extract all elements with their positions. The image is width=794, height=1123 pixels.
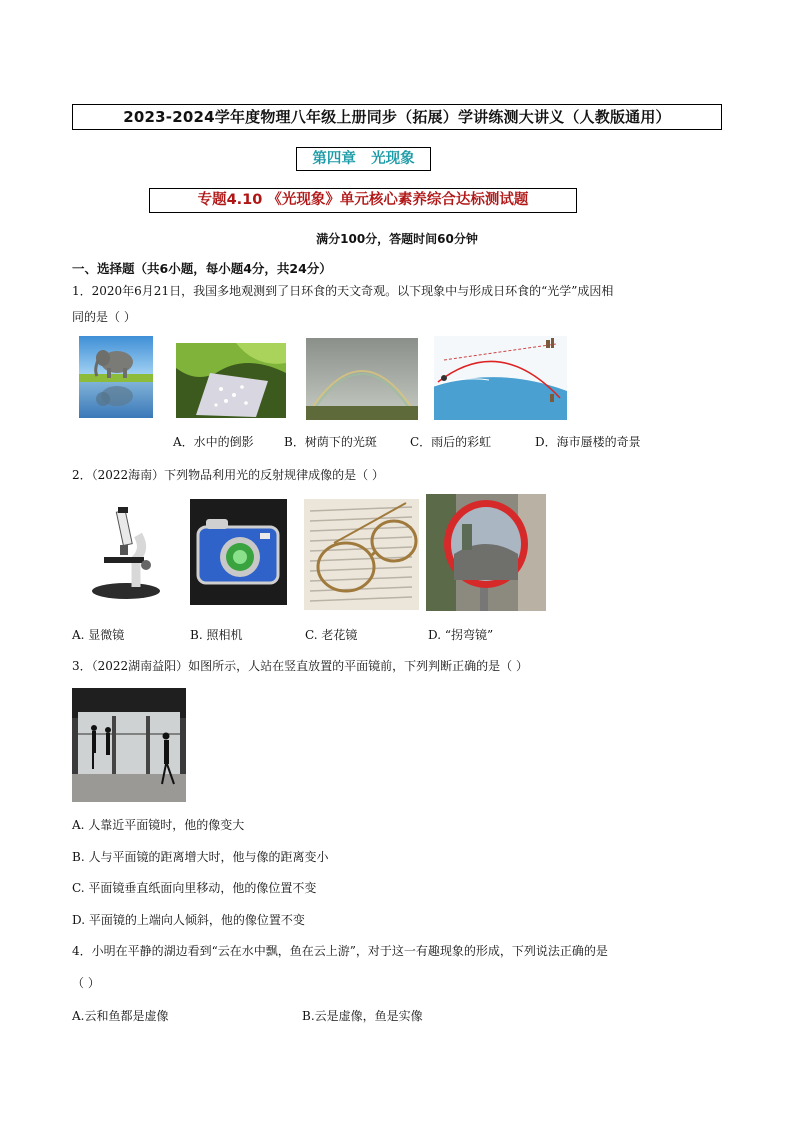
- question-1-option-c: C．雨后的彩虹: [410, 435, 492, 449]
- elephant-reflection-photo: [79, 336, 153, 418]
- mirage-diagram: [434, 336, 567, 420]
- exam-meta: 满分100分，答题时间60分钟: [316, 232, 478, 246]
- question-2-stem: 2．（2022海南）下列物品利用光的反射规律成像的是（ ）: [72, 468, 384, 482]
- question-3-option-d: D. 平面镜的上端向人倾斜，他的像位置不变: [72, 913, 305, 927]
- dance-mirror-photo: [72, 688, 186, 802]
- question-1-stem-line-1: 1．2020年6月21日，我国多地观测到了日环食的天文奇观。以下现象中与形成日环食的“光学”成因相: [72, 284, 614, 298]
- question-4-stem-line-1: 4．小明在平静的湖边看到“云在水中飘，鱼在云上游”，对于这一有趣现象的形成，下列说法正确的是: [72, 944, 608, 958]
- light-spots-photo: [176, 343, 286, 418]
- question-2-option-a: A. 显微镜: [72, 628, 125, 642]
- question-1-option-b: B．树荫下的光斑: [284, 435, 377, 449]
- rainbow-photo: [306, 338, 418, 420]
- question-1-option-a: A．水中的倒影: [173, 435, 254, 449]
- question-4-option-b: B.云是虚像，鱼是实像: [302, 1009, 423, 1023]
- document-title: 2023-2024学年度物理八年级上册同步（拓展）学讲练测大讲义（人教版通用）: [72, 104, 722, 130]
- topic-title: 专题4.10 《光现象》单元核心素养综合达标测试题: [149, 188, 577, 213]
- question-2-option-b: B. 照相机: [190, 628, 243, 642]
- microscope-photo: [74, 499, 175, 606]
- question-4-option-a: A.云和鱼都是虚像: [72, 1009, 169, 1023]
- section-title: 一、选择题（共6小题，每小题4分，共24分）: [72, 261, 332, 276]
- question-3-option-a: A. 人靠近平面镜时，他的像变大: [72, 818, 245, 832]
- question-3-option-c: C. 平面镜垂直纸面向里移动，他的像位置不变: [72, 881, 317, 895]
- question-1-stem-line-2: 同的是（ ）: [72, 310, 136, 324]
- question-2-option-c: C. 老花镜: [305, 628, 358, 642]
- convex-mirror-photo: [426, 494, 546, 611]
- glasses-photo: [304, 499, 419, 610]
- question-4-stem-line-2: （ ）: [72, 976, 100, 990]
- question-3-option-b: B. 人与平面镜的距离增大时，他与像的距离变小: [72, 850, 329, 864]
- question-3-stem: 3．（2022湖南益阳）如图所示，人站在竖直放置的平面镜前，下列判断正确的是（ ）: [72, 659, 528, 673]
- question-2-option-d: D. “拐弯镜”: [428, 628, 494, 642]
- chapter-title: 第四章 光现象: [296, 147, 431, 171]
- camera-photo: [190, 499, 287, 605]
- question-1-option-d: D．海市蜃楼的奇景: [535, 435, 641, 449]
